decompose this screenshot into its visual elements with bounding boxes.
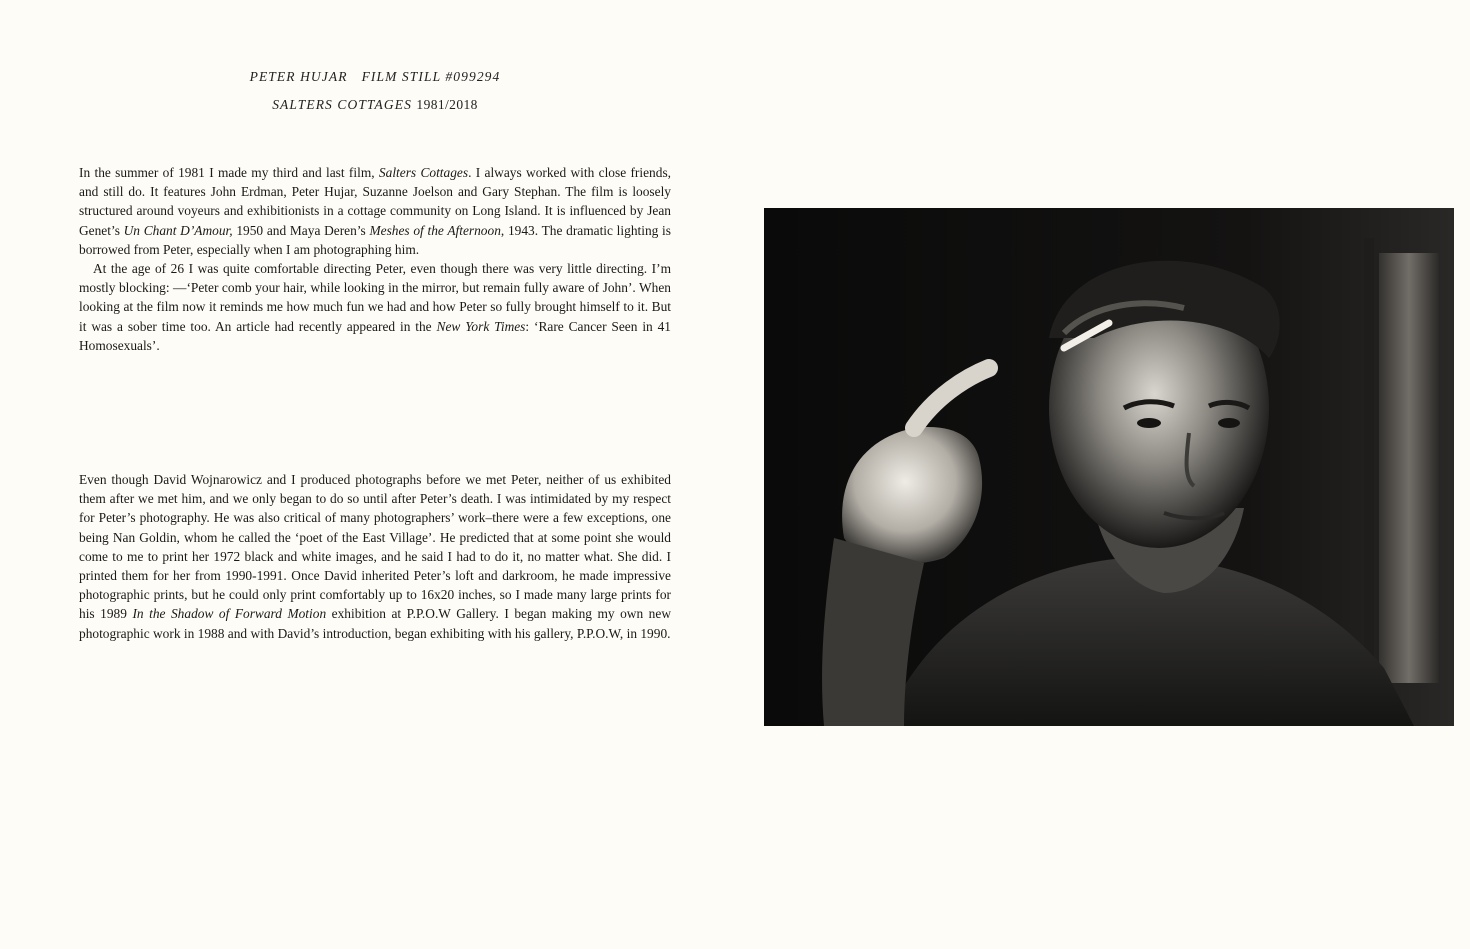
paragraph-film-intro [79,163,671,259]
caption-title: SALTERS COTTAGES [272,97,412,112]
italic-title: Salters Cottages [378,165,469,180]
text-block-salters-cottages [79,163,671,355]
text-run: exhibition at P.P.O.W Gallery. I began making my own new photographic work in 1988 and with David’s introduction, began exhibiting with his gallery, P.P.O.W, in 1990. [79,606,671,641]
text-run: At the age of 26 I was quite comfortable directing Peter, even though there was very little directing. I’m mostly blocking: —‘Peter comb your hair, while looking in the mirror, but remain fully aware of John’. When looking at the film now it reminds me how much fun we had and how Peter so fully brought himself to it. But it was a sober time too. An article had recently appeared in the [79,261,671,334]
italic-title: New York Times [436,318,526,334]
text-run: . I always worked with close friends, and still do. It features John Erdman, Peter Hujar, Suzanne Joelson and Gary Stephan. The film is loosely structured around voyeurs and exhibitionists in a cottage community on Long Island. It is influenced by Jean Genet’s [79,165,671,238]
caption-still-label: FILM STILL #099294 [361,69,501,84]
caption-artist-still [170,69,580,85]
caption-film-title [170,97,580,113]
caption-artist: PETER HUJAR [249,69,348,84]
window-curtain [1379,253,1439,683]
window-frame [1364,238,1374,708]
eye-left [1137,418,1161,428]
paragraph-photography-history [79,470,671,643]
text-run: : ‘Rare Cancer Seen in 41 Homosexuals’. [79,318,672,353]
text-run: , 1943. The dramatic lighting is borrowed from Peter, especially when I am photographing him. [79,222,671,257]
text-run: Even though David Wojnarowicz and I produced photographs before we met Peter, neither of us exhibited them after we met him, and we only began to do so until after Peter’s death. I was intimidated by my respect for Peter’s photography. He was also critical of many photographers’ work–there were a few exceptions, one being Nan Goldin, whom he called the ‘poet of the East Village’. He predicted that at some point she would come to me to print her 1972 black and white images, and he said I had to do it, no matter what. She did. I printed them for her from 1990-1991. Once David inherited Peter’s loft and darkroom, he made impressive photographic prints, but he could only print comfortably up to 16x20 inches, so I made many large prints for his 1989 [79,472,671,622]
eye-right [1218,418,1240,428]
film-still-illustration [764,208,1454,726]
italic-title: In the Shadow of Forward Motion [132,606,327,622]
text-run: In the summer of 1981 I made my third and last film, [79,165,379,180]
italic-title: Meshes of the Afternoon [369,222,501,238]
caption-years: 1981/2018 [416,97,478,112]
text-run: 1950 and Maya Deren’s [232,222,370,238]
paragraph-directing-peter [79,259,671,355]
italic-title: Un Chant D’Amour, [123,222,233,238]
text-block-wojnarowicz [79,470,671,643]
film-still-photo [764,208,1454,726]
